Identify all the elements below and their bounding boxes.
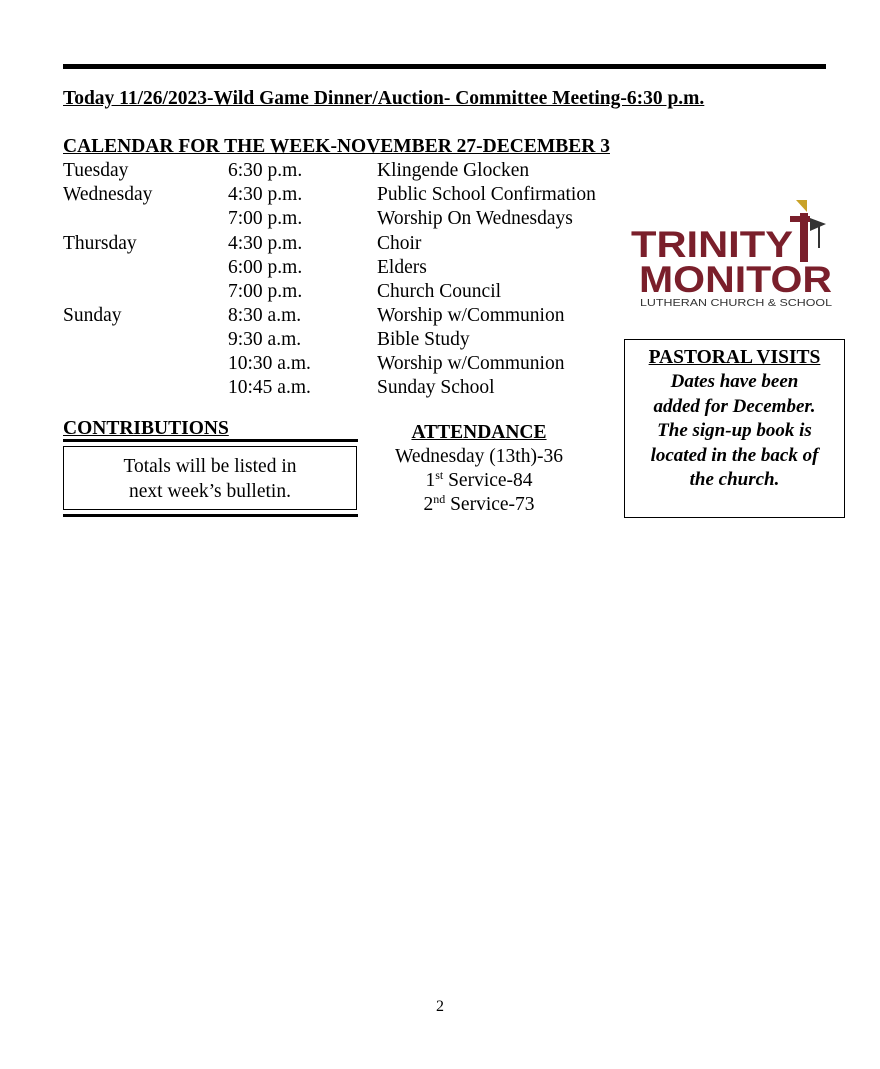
calendar-time: 6:00 p.m. bbox=[228, 257, 303, 278]
service-count: Service-84 bbox=[443, 470, 533, 491]
ordinal-number: 1 bbox=[425, 470, 436, 491]
calendar-time: 7:00 p.m. bbox=[228, 281, 303, 302]
logo-flag-pole bbox=[818, 224, 820, 248]
calendar-row bbox=[0, 353, 600, 377]
calendar-time: 10:30 a.m. bbox=[228, 353, 311, 374]
pastoral-visits-line: added for December. bbox=[653, 395, 816, 417]
calendar-row bbox=[0, 160, 600, 184]
calendar-title: CALENDAR FOR THE WEEK-NOVEMBER 27-DECEMBER 3 bbox=[63, 136, 610, 157]
calendar-row bbox=[0, 305, 600, 329]
contributions-line: next week’s bulletin. bbox=[129, 481, 291, 502]
pastoral-visits-line: The sign-up book is bbox=[657, 420, 812, 441]
calendar-event: Elders bbox=[377, 257, 427, 278]
calendar-time: 8:30 a.m. bbox=[228, 305, 302, 326]
service-count: Service-73 bbox=[445, 494, 535, 515]
pastoral-visits-body bbox=[625, 370, 844, 493]
church-logo bbox=[630, 198, 835, 310]
contributions-line: Totals will be listed in bbox=[123, 456, 297, 477]
calendar-event: Worship On Wednesdays bbox=[377, 208, 573, 229]
calendar-row bbox=[0, 257, 600, 281]
calendar-row bbox=[0, 184, 600, 208]
attendance-second-service bbox=[370, 494, 588, 516]
calendar-row bbox=[0, 208, 600, 232]
contributions-title: CONTRIBUTIONS bbox=[63, 418, 229, 439]
ordinal-suffix: nd bbox=[433, 492, 446, 506]
logo-line1: TRINITY bbox=[631, 224, 794, 265]
pastoral-visits-box bbox=[624, 339, 845, 518]
calendar-event: Choir bbox=[377, 233, 422, 254]
contributions-box bbox=[63, 446, 357, 510]
calendar-event: Church Council bbox=[377, 281, 502, 302]
logo-cross-bar bbox=[790, 216, 810, 222]
top-rule bbox=[63, 64, 826, 69]
attendance-wednesday: Wednesday (13th)-36 bbox=[395, 446, 563, 467]
calendar-row bbox=[0, 233, 600, 257]
calendar-event: Worship w/Communion bbox=[377, 305, 565, 326]
pastoral-visits-title: PASTORAL VISITS bbox=[648, 347, 821, 368]
calendar-row bbox=[0, 281, 600, 305]
attendance-first-service bbox=[370, 470, 588, 492]
logo-gold-triangle bbox=[796, 200, 807, 212]
calendar-event: Klingende Glocken bbox=[377, 160, 530, 181]
calendar-event: Public School Confirmation bbox=[377, 184, 596, 205]
calendar-row bbox=[0, 377, 600, 401]
calendar-time: 9:30 a.m. bbox=[228, 329, 302, 350]
calendar-time: 10:45 a.m. bbox=[228, 377, 311, 398]
calendar-day: Thursday bbox=[63, 233, 137, 254]
calendar-time: 6:30 p.m. bbox=[228, 160, 303, 181]
contributions-rule-top bbox=[63, 439, 358, 442]
calendar-event: Sunday School bbox=[377, 377, 495, 398]
calendar-row bbox=[0, 329, 600, 353]
contributions-rule-bottom bbox=[63, 514, 358, 517]
calendar-time: 4:30 p.m. bbox=[228, 184, 303, 205]
pastoral-visits-line: Dates have been bbox=[670, 371, 799, 392]
calendar-time: 7:00 p.m. bbox=[228, 208, 303, 229]
calendar-event: Worship w/Communion bbox=[377, 353, 565, 374]
pastoral-visits-line: located in the back of bbox=[650, 444, 819, 466]
church-logo-graphic bbox=[630, 198, 835, 310]
headline: Today 11/26/2023-Wild Game Dinner/Auction- Committee Meeting-6:30 p.m. bbox=[63, 88, 705, 109]
calendar-time: 4:30 p.m. bbox=[228, 233, 303, 254]
logo-line2: MONITOR bbox=[639, 259, 832, 300]
calendar-day: Tuesday bbox=[63, 160, 129, 181]
calendar-day: Wednesday bbox=[63, 184, 153, 205]
page-number: 2 bbox=[436, 998, 444, 1015]
calendar-event: Bible Study bbox=[377, 329, 470, 350]
attendance-title: ATTENDANCE bbox=[411, 422, 547, 443]
ordinal-suffix: st bbox=[435, 468, 444, 482]
logo-line3: LUTHERAN CHURCH & SCHOOL bbox=[640, 298, 833, 309]
calendar-day: Sunday bbox=[63, 305, 122, 326]
ordinal-number: 2 bbox=[423, 494, 434, 515]
pastoral-visits-line: the church. bbox=[689, 469, 780, 490]
